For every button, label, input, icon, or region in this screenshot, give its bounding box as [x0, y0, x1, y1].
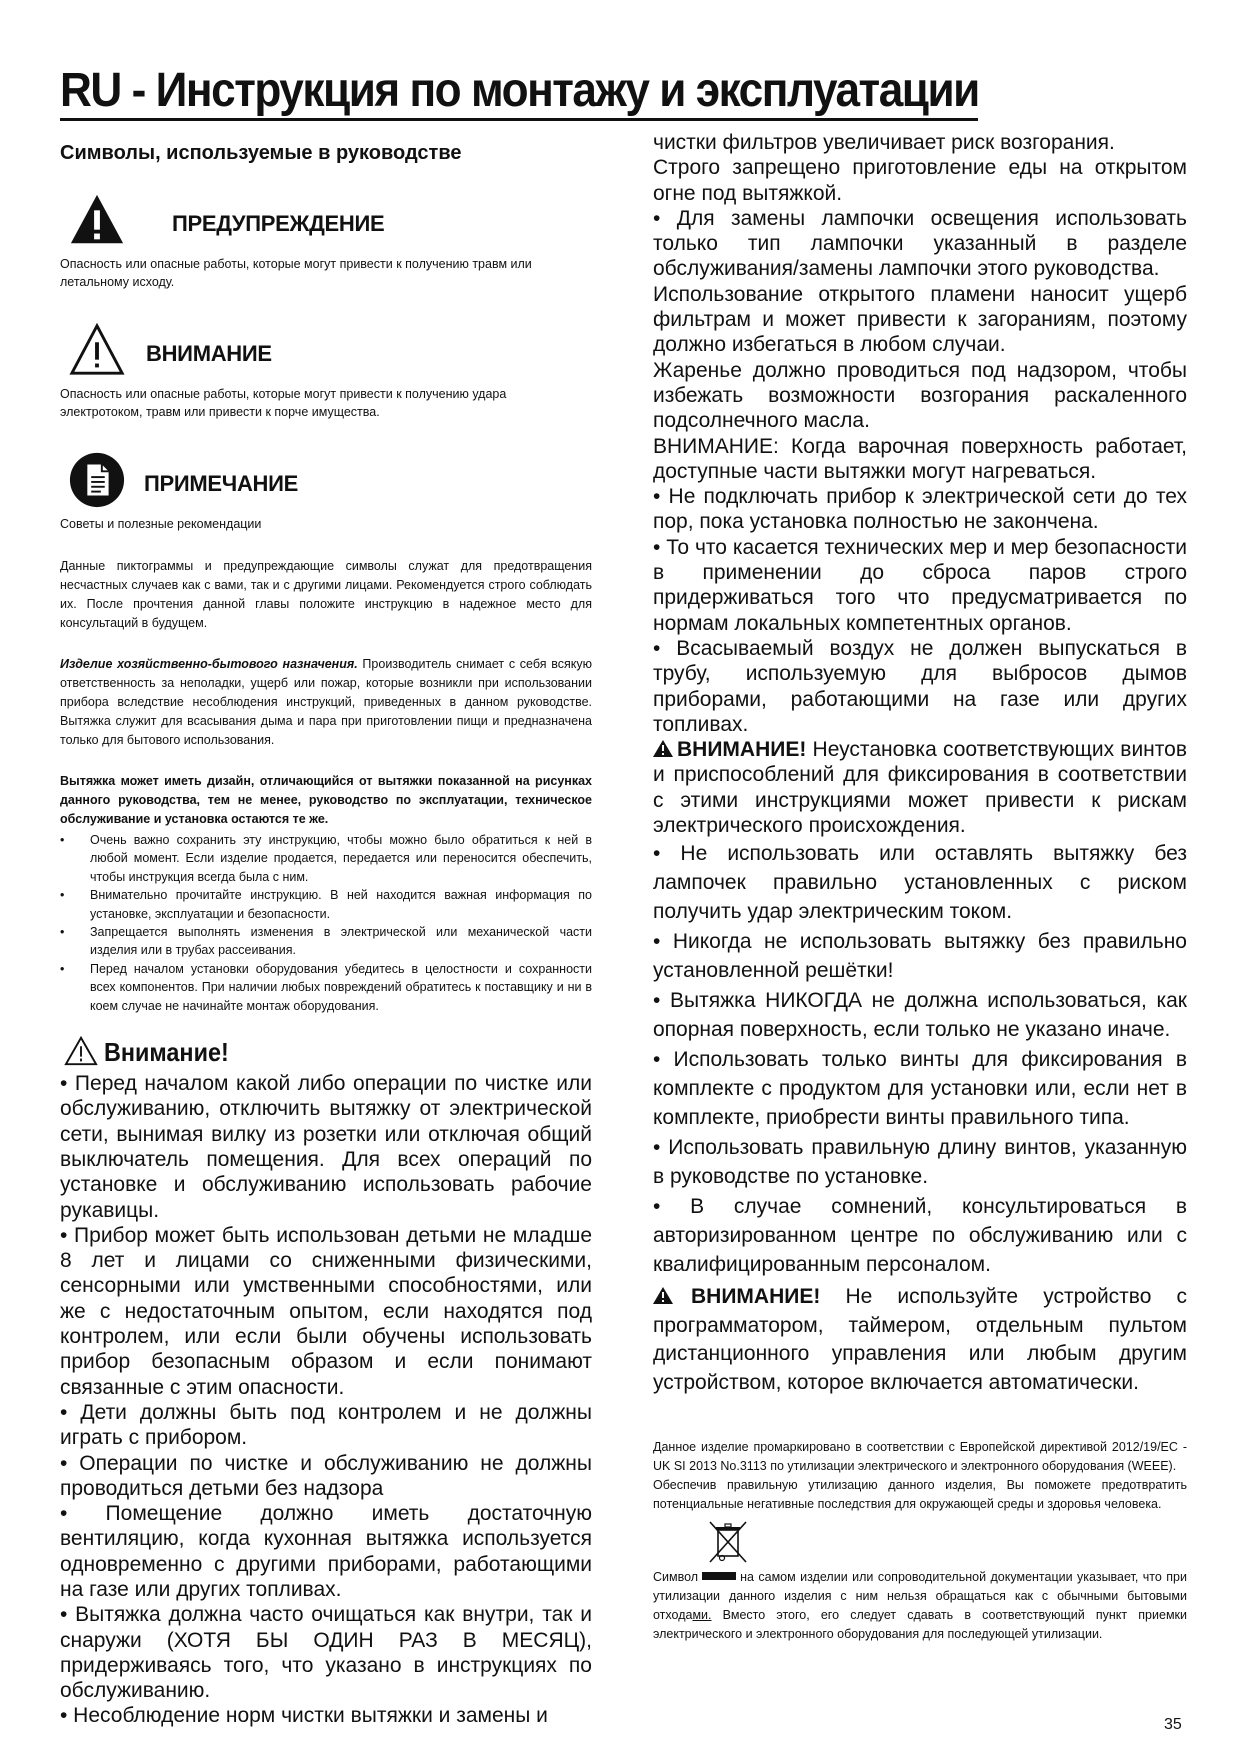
- household-lead: Изделие хозяйственно-бытового назначения.: [60, 657, 358, 671]
- paragraph: • Помещение должно иметь достаточную вентиляцию, когда кухонная вытяжка используется одновременно с другими приборами, работающими на газе или других топливах.: [60, 1502, 592, 1601]
- warning-automatic-label: ВНИМАНИЕ!: [691, 1285, 821, 1309]
- symbol-warning-desc: Опасность или опасные работы, которые могут привести к получению травм или летальному исходу.: [60, 257, 532, 289]
- paragraph: • Использовать только винты для фиксирования в комплекте с продуктом для установки или, если нет в комплекте, приобрести винты правильного типа.: [653, 1048, 1187, 1129]
- warning-automatic: [653, 1283, 1187, 1397]
- weee-paragraph-2: Обеспечив правильную утилизацию данного изделия, Вы поможете предотвратить потенциальные негативные последствия для окружающей среды и здоровья человека.: [653, 1477, 1187, 1511]
- paragraph: Строго запрещено приготовление еды на открытом огне под вытяжкой.: [653, 156, 1187, 205]
- symbol-caution-label: ВНИМАНИЕ: [146, 341, 272, 366]
- caution-triangle-icon: [68, 321, 126, 379]
- danger-triangle-icon: [68, 191, 126, 249]
- paragraph: • Операции по чистке и обслуживанию не должны проводиться детьми без надзора: [60, 1451, 592, 1500]
- paragraph: • Несоблюдение норм чистки вытяжки и замены и: [60, 1704, 548, 1728]
- symbol-note-label: ПРИМЕЧАНИЕ: [144, 471, 299, 496]
- symbols-heading: Символы, используемые в руководстве: [60, 142, 462, 164]
- caution-triangle-icon: [64, 1035, 98, 1067]
- left-column: [60, 138, 592, 1729]
- paragraph: • Никогда не использовать вытяжку без правильно установленной решётки!: [653, 930, 1187, 982]
- page-title: RU - Инструкция по монтажу и эксплуатации: [60, 64, 979, 117]
- attention-heading: [60, 1035, 592, 1071]
- attention-heading-label: Внимание!: [104, 1037, 229, 1068]
- paragraph: • То что касается технических мер и мер безопасности в применении до сброса паров строго придерживаться того что предусматривается по нормам локальных компетентных органов.: [653, 535, 1187, 635]
- symbol-caution-desc: Опасность или опасные работы, которые могут привести к получению удара электротоком, травм или привести к порче имущества.: [60, 387, 507, 419]
- warning-automatic-text: Не используйте устройство с программатором, таймером, отдельным пультом дистанционного управления или любым другим устройством, которое включается автоматически.: [653, 1285, 1187, 1394]
- symbol-note-desc: Советы и полезные рекомендации: [60, 517, 262, 531]
- paragraph: • Вытяжка НИКОГДА не должна использоваться, как опорная поверхность, если только не указано иначе.: [653, 989, 1187, 1041]
- household-text: Производитель снимает с себя всякую ответственность за неполадки, ущерб или пожар, которые возникли при использовании прибора вследствие несоблюдения инструкций, приведенных в данном руководстве. Вытяжка служит для всасывания дыма и пара при приготовлении пищи и предназначена только для бытового использования.: [60, 657, 592, 747]
- title-underline: [60, 118, 978, 121]
- paragraph: ВНИМАНИЕ: Когда варочная поверхность работает, доступные части вытяжки могут нагреваться.: [653, 434, 1187, 483]
- paragraph: • Дети должны быть под контролем и не должны играть с прибором.: [60, 1400, 592, 1450]
- list-item: • Запрещается выполнять изменения в электрической или механической части изделия или в трубах рассеивания.: [60, 923, 592, 960]
- paragraph: Использование открытого пламени наносит ущерб фильтрам и может привести к загораниям, поэтому должно избегаться в любом случаи.: [653, 282, 1187, 357]
- page-number: 35: [1164, 1716, 1182, 1733]
- warning-screws: [653, 737, 1187, 838]
- paragraph: • Перед началом какой либо операции по чистке или обслуживанию, отключить вытяжку от электрической сети, вынимая вилку из розетки или отключая общий выключатель помещения. Для всех операций по установке и обслуживанию использовать рабочие рукавицы.: [60, 1072, 592, 1222]
- household-paragraph: [60, 655, 592, 750]
- black-bar-icon: [702, 1572, 736, 1580]
- symbol-warning-label: ПРЕДУПРЕЖДЕНИЕ: [172, 211, 385, 236]
- symbol-warning: [60, 191, 592, 253]
- weee-p3-text: на самом изделии или сопроводительной документации указывает, что при утилизации данного изделия с ним нельзя обращаться как с обычными бытовыми отхода: [653, 1569, 1187, 1622]
- paragraph: чистки фильтров увеличивает риск возгорания.: [653, 131, 1115, 154]
- warning-screws-text: Неустановка соответствующих винтов и приспособлений для фиксирования в соответствии с этими инструкциями может привести к рискам электрического происхождения.: [653, 738, 1187, 838]
- list-item: • Перед началом установки оборудования убедитесь в целостности и сохранности всех компонентов. При наличии любых повреждений обратитесь к поставщику и ни в коем случае не начинайте монтаж оборудования.: [60, 960, 592, 1015]
- danger-triangle-icon: [653, 740, 673, 757]
- paragraph: • В случае сомнений, консультироваться в авторизированном центре по обслуживанию или с квалифицированным персоналом.: [653, 1195, 1187, 1276]
- symbol-note: [60, 451, 592, 513]
- weee-section: [653, 1438, 1187, 1644]
- attention-left-text: [60, 1071, 592, 1729]
- paragraph: • Не подключать прибор к электрической сети до тех пор, пока установка полностью не закончена.: [653, 485, 1187, 534]
- list-item: • Очень важно сохранить эту инструкцию, чтобы можно было обратиться к ней в любой момент. Если изделие продается, передается или переносится обеспечить, чтобы инструкция всегда была с ним.: [60, 831, 592, 886]
- paragraph: Жаренье должно проводиться под надзором, чтобы избежать возможности возгорания раскаленного подсолнечного масла.: [653, 358, 1187, 433]
- paragraph: • Вытяжка должна часто очищаться как внутри, так и снаружи (ХОТЯ БЫ ОДИН РАЗ В МЕСЯЦ), придерживаясь того, что указано в инструкциях по обслуживанию.: [60, 1603, 592, 1703]
- symbol-caution: [60, 321, 592, 383]
- intro-bullets: [60, 831, 592, 1015]
- weee-p3-underlined: ми.: [692, 1607, 712, 1622]
- weee-p3-end: Вместо этого, его следует сдавать в соответствующий пункт приемки электрического и электронного оборудования для последующей утилизации.: [653, 1607, 1187, 1641]
- weee-symbol-word: Символ: [653, 1569, 699, 1584]
- list-item: • Внимательно прочитайте инструкцию. В ней находится важная информация по установке, эксплуатации и безопасности.: [60, 886, 592, 923]
- intro-paragraph: Данные пиктограммы и предупреждающие символы служат для предотвращения несчастных случаев как с вами, так и с другими лицами. Рекомендуется строго соблюдать их. После прочтения данной главы положите инструкцию в надежное место для консультаций в будущем.: [60, 559, 592, 630]
- design-note-text: Вытяжка может иметь дизайн, отличающийся от вытяжки показанной на рисунках данного руководства, тем не менее, руководство по эксплуатации, техническое обслуживание и установка остаются те же.: [60, 774, 592, 826]
- danger-triangle-icon: [653, 1287, 673, 1304]
- paragraph: • Всасываемый воздух не должен выпускаться в трубу, используемую для выбросов дымов приборами, работающими на газе или других топливах.: [653, 636, 1187, 736]
- weee-paragraph-3: [653, 1568, 1187, 1644]
- right-column: [653, 130, 1187, 1644]
- weee-paragraph-1: Данное изделие промаркировано в соответствии с Европейской директивой 2012/19/EC - UK SI 2013 No.3113 по утилизации электрического и электронного оборудования (WEEE).: [653, 1439, 1187, 1473]
- paragraph: • Для замены лампочки освещения использовать только тип лампочки указанный в разделе обслуживания/замены лампочки этого руководства.: [653, 206, 1187, 281]
- warning-screws-label: ВНИМАНИЕ!: [677, 738, 807, 762]
- paragraph: • Использовать правильную длину винтов, указанную в руководстве по установке.: [653, 1136, 1187, 1188]
- paragraph: • Прибор может быть использован детьми не младше 8 лет и лицами со сниженными физическими, сенсорными или умственными способностями, или же с недостаточным опытом, если находятся под контролем, или если были обучены использовать прибор безопасным образом и если понимают связанные с этим опасности.: [60, 1223, 592, 1399]
- note-document-icon: [68, 451, 126, 509]
- paragraph: • Не использовать или оставлять вытяжку без лампочек правильно установленных с риском получить удар электрическим током.: [653, 842, 1187, 923]
- crossed-bin-icon: [708, 1520, 748, 1564]
- design-note: [60, 772, 592, 829]
